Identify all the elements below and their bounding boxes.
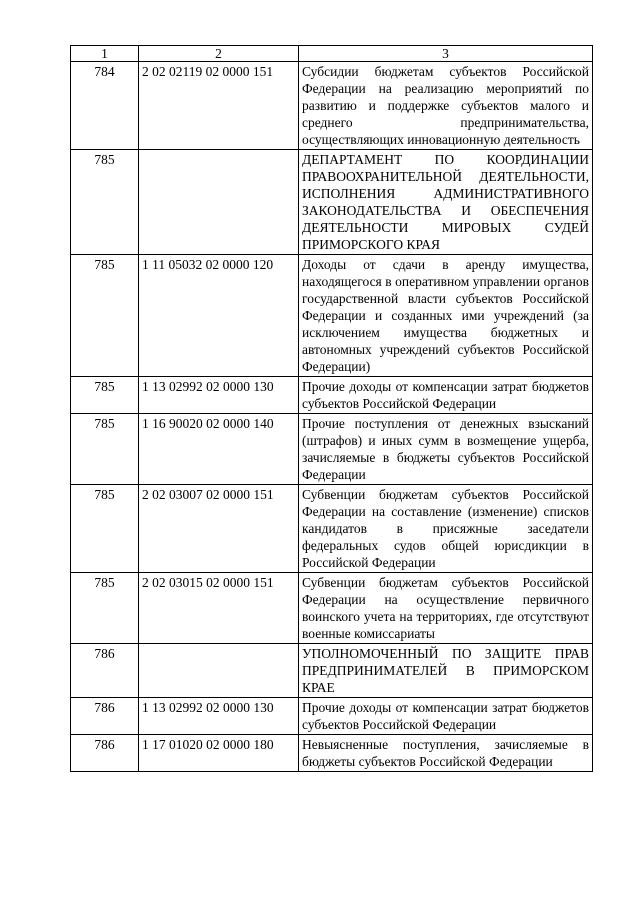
admin-code-cell: 785 (71, 255, 139, 377)
admin-code-cell: 785 (71, 573, 139, 644)
header-col-2: 2 (139, 46, 299, 62)
revenue-code-cell: 2 02 03015 02 0000 151 (139, 573, 299, 644)
revenue-code-cell: 1 11 05032 02 0000 120 (139, 255, 299, 377)
admin-code-cell: 785 (71, 414, 139, 485)
admin-code-cell: 785 (71, 377, 139, 414)
header-col-1: 1 (71, 46, 139, 62)
admin-code-cell: 786 (71, 735, 139, 772)
revenue-name-cell: Доходы от сдачи в аренду имущества, находящегося в оперативном управлении органов государственной власти субъектов Российской Федерации и созданных ими учреждений (за исключением имущества бюджетных и автономных учреждений субъектов Российской Федерации) (299, 255, 593, 377)
table-row (71, 377, 593, 414)
table-row (71, 150, 593, 255)
admin-code-cell: 786 (71, 698, 139, 735)
admin-code-cell: 785 (71, 485, 139, 573)
revenue-name-cell: Прочие доходы от компенсации затрат бюджетов субъектов Российской Федерации (299, 698, 593, 735)
table-row (71, 735, 593, 772)
table-row (71, 698, 593, 735)
revenue-name-cell: Невыясненные поступления, зачисляемые в бюджеты субъектов Российской Федерации (299, 735, 593, 772)
header-col-3: 3 (299, 46, 593, 62)
table-row (71, 62, 593, 150)
revenue-code-cell: 2 02 03007 02 0000 151 (139, 485, 299, 573)
revenue-code-cell: 1 13 02992 02 0000 130 (139, 377, 299, 414)
revenue-name-cell: Субсидии бюджетам субъектов Российской Федерации на реализацию мероприятий по развитию и поддержке субъектов малого и среднего предпринимательства, осуществляющих инновационную деятельность (299, 62, 593, 150)
table-row (71, 255, 593, 377)
admin-code-cell: 784 (71, 62, 139, 150)
header-row (71, 46, 593, 62)
table-row (71, 485, 593, 573)
revenue-name-cell: Прочие поступления от денежных взысканий (штрафов) и иных сумм в возмещение ущерба, зачисляемые в бюджеты субъектов Российской Федерации (299, 414, 593, 485)
revenue-code-cell (139, 644, 299, 698)
admin-code-cell: 785 (71, 150, 139, 255)
department-name-cell: ДЕПАРТАМЕНТ ПО КООРДИНАЦИИ ПРАВООХРАНИТЕЛЬНОЙ ДЕЯТЕЛЬНОСТИ, ИСПОЛНЕНИЯ АДМИНИСТРАТИВНОГО ЗАКОНОДАТЕЛЬСТВА И ОБЕСПЕЧЕНИЯ ДЕЯТЕЛЬНОСТИ МИРОВЫХ СУДЕЙ ПРИМОРСКОГО КРАЯ (299, 150, 593, 255)
revenue-code-cell (139, 150, 299, 255)
revenue-codes-table (70, 45, 593, 772)
admin-code-cell: 786 (71, 644, 139, 698)
revenue-name-cell: Прочие доходы от компенсации затрат бюджетов субъектов Российской Федерации (299, 377, 593, 414)
table-row (71, 414, 593, 485)
revenue-code-cell: 1 16 90020 02 0000 140 (139, 414, 299, 485)
table-row (71, 644, 593, 698)
department-name-cell: УПОЛНОМОЧЕННЫЙ ПО ЗАЩИТЕ ПРАВ ПРЕДПРИНИМАТЕЛЕЙ В ПРИМОРСКОМ КРАЕ (299, 644, 593, 698)
revenue-name-cell: Субвенции бюджетам субъектов Российской Федерации на составление (изменение) списков кандидатов в присяжные заседатели федеральных судов общей юрисдикции в Российской Федерации (299, 485, 593, 573)
revenue-name-cell: Субвенции бюджетам субъектов Российской Федерации на осуществление первичного воинского учета на территориях, где отсутствуют военные комиссариаты (299, 573, 593, 644)
table-row (71, 573, 593, 644)
revenue-code-cell: 1 17 01020 02 0000 180 (139, 735, 299, 772)
revenue-code-cell: 2 02 02119 02 0000 151 (139, 62, 299, 150)
revenue-code-cell: 1 13 02992 02 0000 130 (139, 698, 299, 735)
